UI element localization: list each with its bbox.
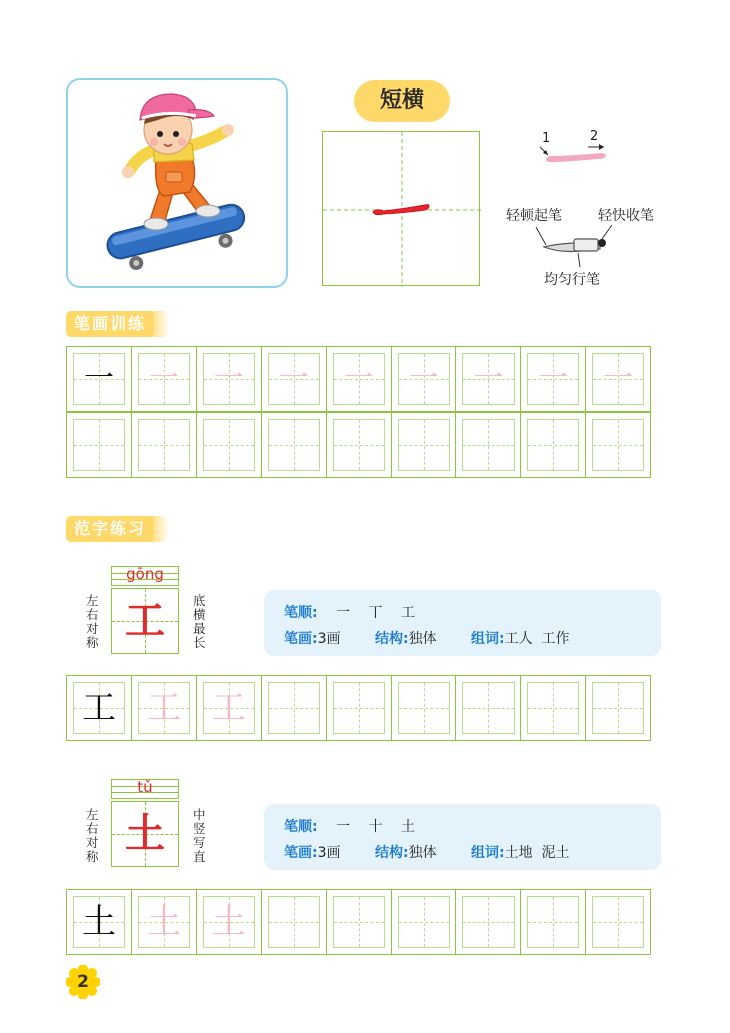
char1-pinyin: gōng (126, 565, 164, 583)
guide-number-2: 2 (590, 129, 599, 144)
trace-glyph (456, 890, 520, 954)
trace-glyph (456, 676, 520, 740)
trace-glyph (586, 676, 650, 740)
char2-pinyin: tǔ (137, 778, 153, 796)
trace-glyph: 一 (603, 361, 634, 396)
trace-glyph (262, 413, 326, 477)
char2-practice-row (66, 889, 661, 955)
trace-glyph: 一 (408, 361, 439, 396)
trace-glyph: 工 (146, 688, 181, 728)
writing-cell[interactable] (66, 889, 132, 955)
trace-glyph (197, 413, 261, 477)
trace-glyph: 一 (148, 361, 179, 396)
writing-cell[interactable] (131, 889, 197, 955)
strokes-value: 3画 (317, 845, 341, 861)
order-step: 土 (400, 819, 415, 835)
trace-glyph (262, 890, 326, 954)
writing-cell[interactable] (520, 346, 586, 412)
section-label-stroke-training: 笔画训练 (66, 311, 154, 337)
structure-label: 结构: (374, 631, 409, 647)
trace-glyph: 土 (146, 902, 181, 942)
writing-cell[interactable] (326, 346, 392, 412)
trace-glyph: 一 (213, 361, 244, 396)
structure-value: 独体 (408, 845, 437, 861)
char1-meta-line (284, 628, 570, 648)
writing-cell[interactable] (196, 412, 262, 478)
writing-cell[interactable] (326, 675, 392, 741)
writing-cell[interactable] (455, 412, 521, 478)
writing-cell[interactable] (261, 889, 327, 955)
char1-left-tip: 左右对称 (86, 593, 99, 650)
trace-glyph: 一 (343, 361, 374, 396)
char1-model (111, 566, 179, 656)
strokes-label: 笔画: (284, 845, 318, 861)
words-label: 组词: (471, 845, 505, 861)
trace-glyph (521, 676, 585, 740)
words-value: 工人 工作 (504, 631, 570, 647)
writing-cell[interactable] (391, 346, 457, 412)
writing-cell[interactable] (391, 412, 457, 478)
page-number: 2 (77, 972, 89, 992)
writing-cell[interactable] (66, 346, 132, 412)
writing-cell[interactable] (391, 889, 457, 955)
writing-cell[interactable] (66, 412, 132, 478)
writing-cell[interactable] (131, 675, 197, 741)
char1-practice-row (66, 675, 661, 741)
stroke-guide (500, 125, 700, 295)
order-step: 工 (400, 605, 415, 621)
writing-cell[interactable] (585, 412, 651, 478)
trace-glyph (456, 413, 520, 477)
writing-cell[interactable] (326, 889, 392, 955)
writing-cell[interactable] (196, 889, 262, 955)
char2-left-tip: 左右对称 (86, 807, 99, 864)
writing-cell[interactable] (66, 675, 132, 741)
stroke-practice-row-2 (66, 412, 661, 478)
char2-info-panel (264, 804, 661, 870)
order-step: 十 (368, 819, 383, 835)
char2-box (111, 801, 179, 867)
illustration-frame (66, 78, 288, 288)
writing-cell[interactable] (131, 346, 197, 412)
page-number-badge (66, 965, 100, 999)
stroke-title: 短横 (354, 80, 450, 122)
trace-glyph (262, 676, 326, 740)
char1-box (111, 588, 179, 654)
char2-right-tip: 中竖写直 (193, 807, 206, 864)
trace-glyph: 土 (211, 902, 246, 942)
trace-glyph (586, 890, 650, 954)
writing-cell[interactable] (391, 675, 457, 741)
writing-cell[interactable] (261, 346, 327, 412)
structure-value: 独体 (408, 631, 437, 647)
trace-glyph (327, 890, 391, 954)
trace-glyph (392, 413, 456, 477)
writing-cell[interactable] (196, 675, 262, 741)
words-value: 土地 泥土 (504, 845, 570, 861)
char1-right-tip: 底横最长 (193, 593, 206, 650)
trace-glyph (67, 413, 131, 477)
guide-start-label: 轻顿起笔 (506, 208, 562, 224)
trace-glyph (327, 413, 391, 477)
order-label: 笔顺: (284, 819, 318, 835)
writing-cell[interactable] (326, 412, 392, 478)
order-label: 笔顺: (284, 605, 318, 621)
section-label-model-chars: 范字练习 (66, 516, 154, 542)
trace-glyph: 一 (278, 361, 309, 396)
stroke-demo-grid (322, 131, 480, 286)
writing-cell[interactable] (585, 889, 651, 955)
writing-cell[interactable] (520, 412, 586, 478)
writing-cell[interactable] (261, 412, 327, 478)
writing-cell[interactable] (585, 675, 651, 741)
trace-glyph (327, 676, 391, 740)
char2-glyph: 土 (125, 810, 165, 857)
writing-cell[interactable] (585, 346, 651, 412)
char2-meta-line (284, 842, 570, 862)
trace-glyph: 一 (538, 361, 569, 396)
model-glyph: 工 (82, 688, 117, 728)
guide-end-label: 轻快收笔 (598, 208, 654, 224)
order-step: 丅 (368, 605, 383, 621)
skateboard-boy-icon (68, 80, 290, 290)
writing-cell[interactable] (455, 889, 521, 955)
char2-model (111, 779, 179, 869)
model-glyph: 一 (84, 361, 115, 396)
writing-cell[interactable] (455, 346, 521, 412)
trace-glyph (392, 890, 456, 954)
order-step: 一 (336, 819, 351, 835)
trace-glyph (132, 413, 196, 477)
stroke-practice-row-1 (66, 346, 661, 412)
words-label: 组词: (471, 631, 505, 647)
writing-cell[interactable] (196, 346, 262, 412)
char1-info-panel (264, 590, 661, 656)
writing-cell[interactable] (520, 675, 586, 741)
writing-cell[interactable] (520, 889, 586, 955)
char2-order-line (284, 816, 429, 836)
trace-glyph (521, 890, 585, 954)
char1-glyph: 工 (125, 597, 165, 644)
char1-order-line (284, 602, 429, 622)
stroke-demo-drawing (323, 132, 481, 287)
trace-glyph: 一 (473, 361, 504, 396)
trace-glyph (392, 676, 456, 740)
strokes-label: 笔画: (284, 631, 318, 647)
structure-label: 结构: (374, 845, 409, 861)
writing-cell[interactable] (131, 412, 197, 478)
guide-number-1: 1 (542, 131, 551, 146)
writing-cell[interactable] (455, 675, 521, 741)
trace-glyph (586, 413, 650, 477)
trace-glyph: 工 (211, 688, 246, 728)
trace-glyph (521, 413, 585, 477)
guide-middle-label: 均匀行笔 (544, 272, 600, 288)
model-glyph: 土 (82, 902, 117, 942)
order-step: 一 (336, 605, 351, 621)
writing-cell[interactable] (261, 675, 327, 741)
strokes-value: 3画 (317, 631, 341, 647)
